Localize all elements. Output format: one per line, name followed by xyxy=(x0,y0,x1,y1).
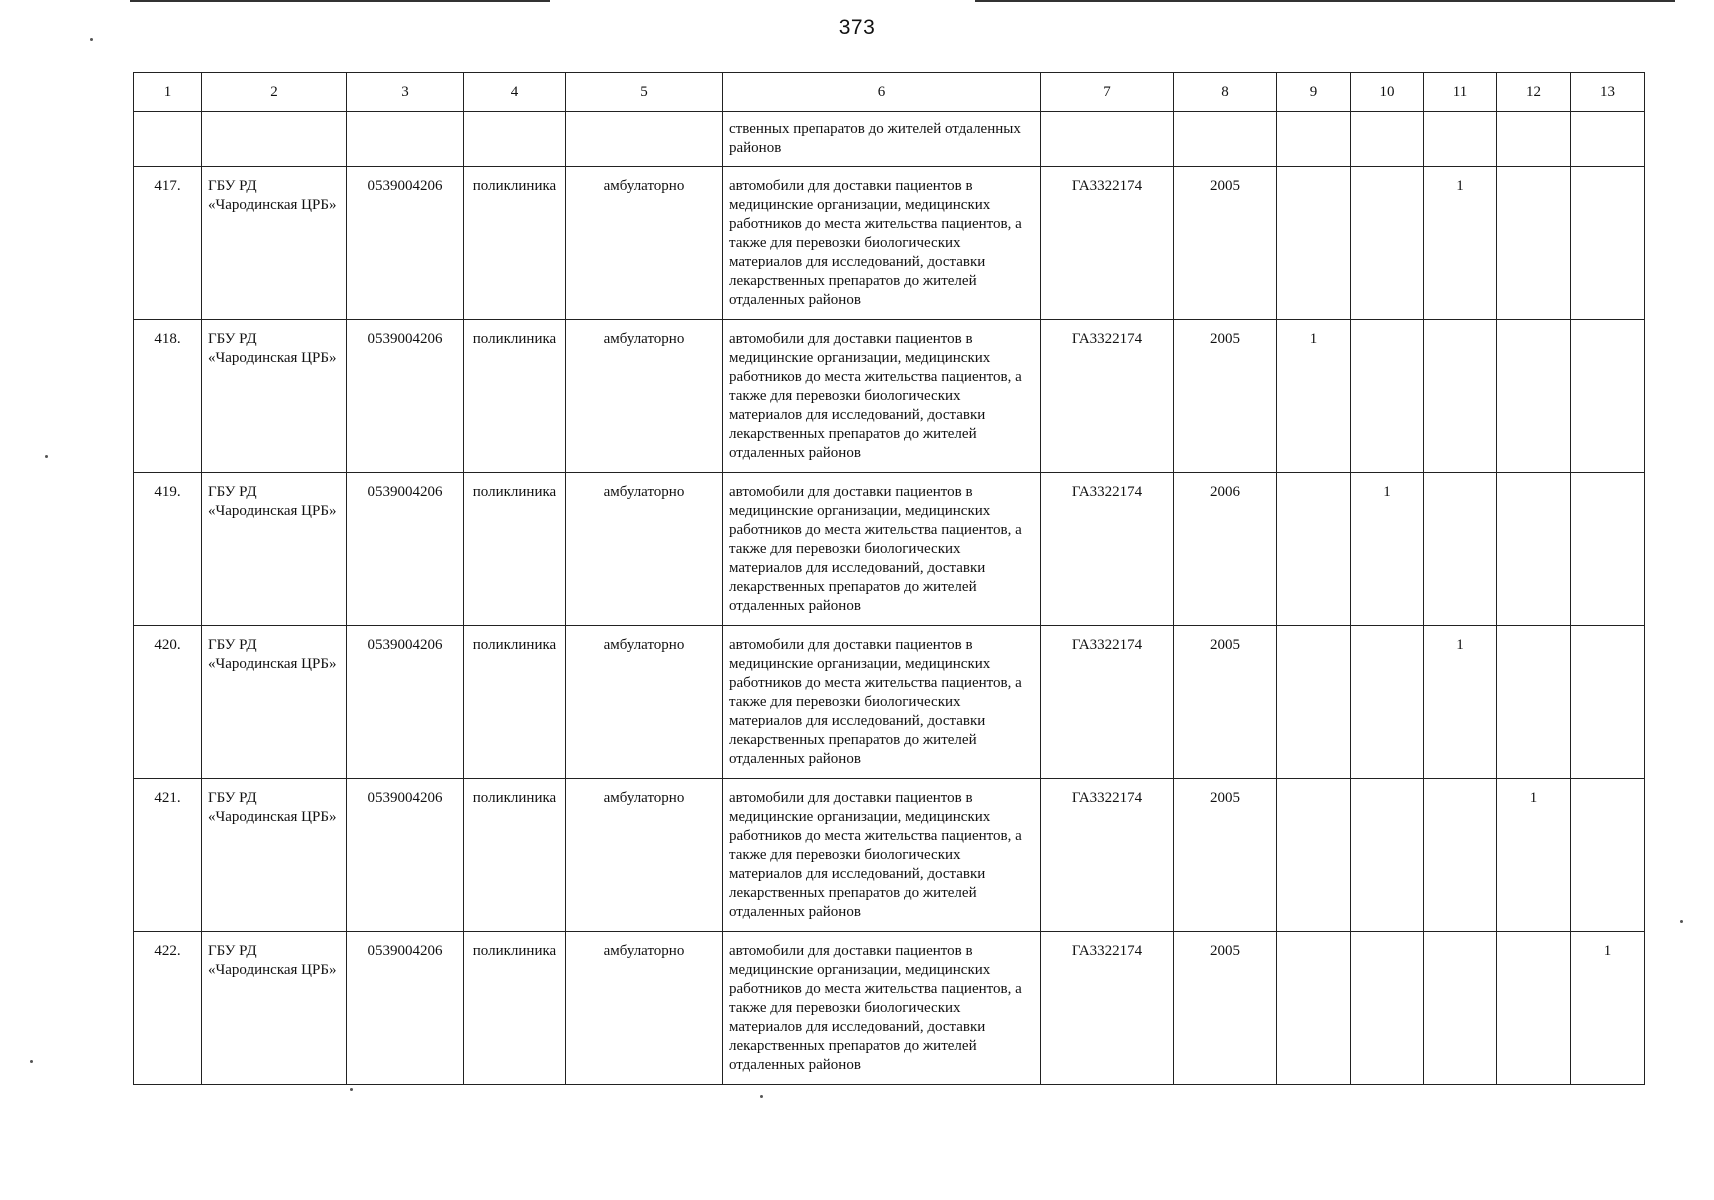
manufacture-year: 2005 xyxy=(1174,167,1277,320)
data-table xyxy=(133,72,1645,1085)
top-scan-edge-left xyxy=(130,0,550,2)
vehicle-model: ГА3322174 xyxy=(1041,473,1174,626)
col-10-mark xyxy=(1351,626,1424,779)
cell-empty xyxy=(202,112,347,167)
organization-name: ГБУ РД «Чародинская ЦРБ» xyxy=(202,779,347,932)
unit-type: поликлиника xyxy=(464,932,566,1085)
vehicle-model: ГА3322174 xyxy=(1041,626,1174,779)
manufacture-year: 2005 xyxy=(1174,626,1277,779)
row-number: 419. xyxy=(134,473,202,626)
col-9-mark: 1 xyxy=(1277,320,1351,473)
col-10-mark xyxy=(1351,932,1424,1085)
col-11-mark xyxy=(1424,932,1497,1085)
row-number: 418. xyxy=(134,320,202,473)
table-row xyxy=(134,167,1645,320)
col-9-mark xyxy=(1277,473,1351,626)
col-10-mark xyxy=(1351,320,1424,473)
cell-empty xyxy=(347,112,464,167)
col-9-mark xyxy=(1277,626,1351,779)
inn-code: 0539004206 xyxy=(347,932,464,1085)
row-number: 421. xyxy=(134,779,202,932)
col-13-mark xyxy=(1571,626,1645,779)
care-mode: амбулаторно xyxy=(566,932,723,1085)
col-10-mark xyxy=(1351,779,1424,932)
scan-speck xyxy=(1680,920,1683,923)
column-header-5: 5 xyxy=(566,73,723,112)
col-12-mark xyxy=(1497,320,1571,473)
col-10-mark xyxy=(1351,167,1424,320)
col-12-mark xyxy=(1497,167,1571,320)
care-mode: амбулаторно xyxy=(566,779,723,932)
row-number: 422. xyxy=(134,932,202,1085)
cell-empty xyxy=(566,112,723,167)
cell-empty xyxy=(1571,112,1645,167)
vehicle-model: ГА3322174 xyxy=(1041,167,1174,320)
table-row xyxy=(134,320,1645,473)
col-11-mark xyxy=(1424,320,1497,473)
col-11-mark xyxy=(1424,779,1497,932)
col-11-mark: 1 xyxy=(1424,626,1497,779)
vehicle-description: автомобили для доставки пациентов в медицинские организации, медицинских работников до места жительства пациентов, а также для перевозки биологических материалов для исследований, доставки лекарственных препаратов до жителей отдаленных районов xyxy=(723,320,1041,473)
column-header-2: 2 xyxy=(202,73,347,112)
column-header-9: 9 xyxy=(1277,73,1351,112)
manufacture-year: 2005 xyxy=(1174,320,1277,473)
continuation-description: ственных препаратов до жителей отдаленных районов xyxy=(723,112,1041,167)
vehicle-description: автомобили для доставки пациентов в медицинские организации, медицинских работников до места жительства пациентов, а также для перевозки биологических материалов для исследований, доставки лекарственных препаратов до жителей отдаленных районов xyxy=(723,626,1041,779)
unit-type: поликлиника xyxy=(464,473,566,626)
col-13-mark xyxy=(1571,320,1645,473)
col-11-mark xyxy=(1424,473,1497,626)
col-13-mark xyxy=(1571,167,1645,320)
scan-speck xyxy=(90,38,93,41)
table-row xyxy=(134,473,1645,626)
table-row xyxy=(134,779,1645,932)
column-header-8: 8 xyxy=(1174,73,1277,112)
col-9-mark xyxy=(1277,779,1351,932)
unit-type: поликлиника xyxy=(464,626,566,779)
cell-empty xyxy=(1424,112,1497,167)
row-number: 417. xyxy=(134,167,202,320)
cell-empty xyxy=(1351,112,1424,167)
unit-type: поликлиника xyxy=(464,320,566,473)
inn-code: 0539004206 xyxy=(347,626,464,779)
manufacture-year: 2006 xyxy=(1174,473,1277,626)
cell-empty xyxy=(134,112,202,167)
scan-speck xyxy=(45,455,48,458)
inn-code: 0539004206 xyxy=(347,779,464,932)
care-mode: амбулаторно xyxy=(566,626,723,779)
column-header-13: 13 xyxy=(1571,73,1645,112)
table-body xyxy=(134,112,1645,1085)
column-header-4: 4 xyxy=(464,73,566,112)
vehicle-description: автомобили для доставки пациентов в медицинские организации, медицинских работников до места жительства пациентов, а также для перевозки биологических материалов для исследований, доставки лекарственных препаратов до жителей отдаленных районов xyxy=(723,167,1041,320)
cell-empty xyxy=(1497,112,1571,167)
vehicle-description: автомобили для доставки пациентов в медицинские организации, медицинских работников до места жительства пациентов, а также для перевозки биологических материалов для исследований, доставки лекарственных препаратов до жителей отдаленных районов xyxy=(723,932,1041,1085)
care-mode: амбулаторно xyxy=(566,167,723,320)
care-mode: амбулаторно xyxy=(566,320,723,473)
vehicle-model: ГА3322174 xyxy=(1041,779,1174,932)
scan-speck xyxy=(350,1088,353,1091)
inn-code: 0539004206 xyxy=(347,167,464,320)
scan-speck xyxy=(30,1060,33,1063)
manufacture-year: 2005 xyxy=(1174,779,1277,932)
col-13-mark xyxy=(1571,779,1645,932)
col-12-mark xyxy=(1497,932,1571,1085)
table-header xyxy=(134,73,1645,112)
column-header-1: 1 xyxy=(134,73,202,112)
top-scan-edge-right xyxy=(975,0,1675,2)
column-header-3: 3 xyxy=(347,73,464,112)
table-row xyxy=(134,932,1645,1085)
organization-name: ГБУ РД «Чародинская ЦРБ» xyxy=(202,320,347,473)
cell-empty xyxy=(1277,112,1351,167)
table-row xyxy=(134,626,1645,779)
cell-empty xyxy=(1041,112,1174,167)
column-header-7: 7 xyxy=(1041,73,1174,112)
organization-name: ГБУ РД «Чародинская ЦРБ» xyxy=(202,932,347,1085)
column-header-10: 10 xyxy=(1351,73,1424,112)
vehicle-description: автомобили для доставки пациентов в медицинские организации, медицинских работников до места жительства пациентов, а также для перевозки биологических материалов для исследований, доставки лекарственных препаратов до жителей отдаленных районов xyxy=(723,779,1041,932)
col-9-mark xyxy=(1277,932,1351,1085)
column-header-6: 6 xyxy=(723,73,1041,112)
col-12-mark: 1 xyxy=(1497,779,1571,932)
vehicle-description: автомобили для доставки пациентов в медицинские организации, медицинских работников до места жительства пациентов, а также для перевозки биологических материалов для исследований, доставки лекарственных препаратов до жителей отдаленных районов xyxy=(723,473,1041,626)
col-13-mark xyxy=(1571,473,1645,626)
inn-code: 0539004206 xyxy=(347,473,464,626)
column-header-12: 12 xyxy=(1497,73,1571,112)
page-number: 373 xyxy=(838,16,876,39)
cell-empty xyxy=(1174,112,1277,167)
vehicle-model: ГА3322174 xyxy=(1041,932,1174,1085)
column-header-11: 11 xyxy=(1424,73,1497,112)
col-11-mark: 1 xyxy=(1424,167,1497,320)
col-12-mark xyxy=(1497,626,1571,779)
inn-code: 0539004206 xyxy=(347,320,464,473)
col-10-mark: 1 xyxy=(1351,473,1424,626)
col-9-mark xyxy=(1277,167,1351,320)
cell-empty xyxy=(464,112,566,167)
col-12-mark xyxy=(1497,473,1571,626)
col-13-mark: 1 xyxy=(1571,932,1645,1085)
organization-name: ГБУ РД «Чародинская ЦРБ» xyxy=(202,626,347,779)
unit-type: поликлиника xyxy=(464,167,566,320)
unit-type: поликлиника xyxy=(464,779,566,932)
manufacture-year: 2005 xyxy=(1174,932,1277,1085)
care-mode: амбулаторно xyxy=(566,473,723,626)
scan-speck xyxy=(760,1095,763,1098)
organization-name: ГБУ РД «Чародинская ЦРБ» xyxy=(202,473,347,626)
organization-name: ГБУ РД «Чародинская ЦРБ» xyxy=(202,167,347,320)
vehicle-model: ГА3322174 xyxy=(1041,320,1174,473)
continuation-row xyxy=(134,112,1645,167)
row-number: 420. xyxy=(134,626,202,779)
